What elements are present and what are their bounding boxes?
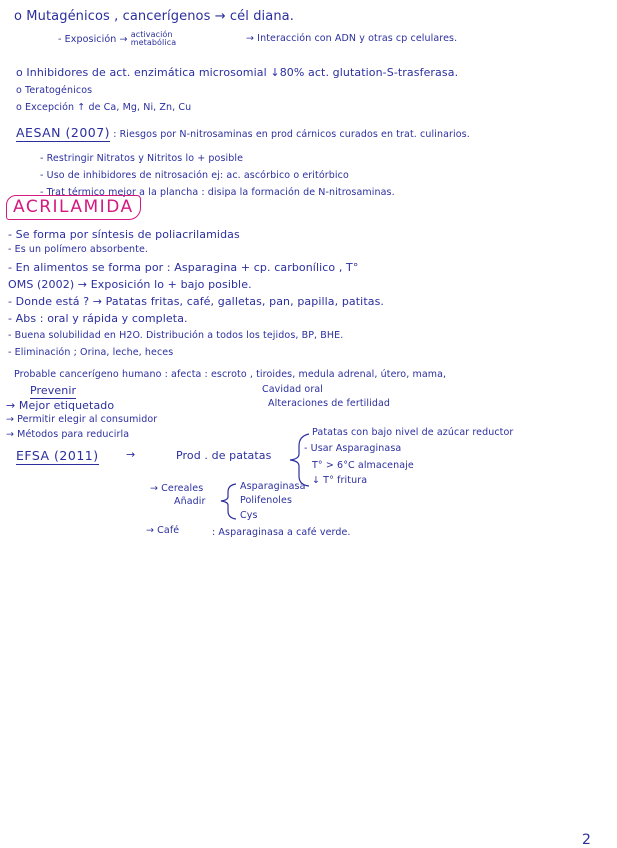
probable-line: Probable cancerígeno humano : afecta : escroto , tiroides, medula adrenal, útero, mama,: [14, 369, 447, 380]
cereales-branch-1: Asparaginasa: [240, 481, 306, 492]
oms-line: OMS (2002) → Exposición lo + bajo posible.: [8, 278, 252, 291]
excepcion-line: o Excepción ↑ de Ca, Mg, Ni, Zn, Cu: [16, 102, 192, 113]
aesan-text: : Riesgos por N-nitrosaminas en prod cárnicos curados en trat. culinarios.: [113, 129, 470, 140]
prevenir-item-1: → Mejor etiquetado: [6, 399, 115, 412]
eliminacion-line: - Eliminación ; Orina, leche, heces: [8, 347, 174, 358]
mutagenicos-text: Mutagénicos , cancerígenos → cél diana.: [26, 9, 294, 24]
mutagenicos-line: [14, 10, 294, 23]
efsa-branch-4: ↓ T° fritura: [312, 475, 368, 486]
aesan-item-1: - Restringir Nitratos y Nitritos lo + posible: [40, 153, 244, 164]
aesan-title: AESAN (2007): [16, 125, 111, 140]
efsa-line: [16, 450, 99, 463]
acrilamida-title: ACRILAMIDA: [6, 195, 141, 220]
acr-item-3: - En alimentos se forma por : Asparagina + cp. carbonílico , T°: [8, 261, 359, 274]
prevenir-item-3: → Métodos para reducirla: [6, 429, 130, 440]
aesan-item-3: - Trat térmico mejor a la plancha : disipa la formación de N-nitrosaminas.: [40, 187, 395, 198]
abs-line: - Abs : oral y rápida y completa.: [8, 312, 188, 325]
cereales-label: → Cereales: [150, 483, 204, 494]
exposicion-line: [58, 31, 176, 48]
prevenir-title: Prevenir: [30, 384, 77, 397]
cereales-branch-3: Cys: [240, 510, 258, 521]
teratogenicos-line: o Teratogénicos: [16, 85, 93, 96]
cereales-brace: [218, 482, 238, 520]
acr-item-2: - Es un polímero absorbente.: [8, 244, 149, 255]
inhibidores-line: o Inhibidores de act. enzimática microsomial ↓80% act. glutation-S-trasferasa.: [16, 66, 459, 79]
alteraciones-fertilidad: Alteraciones de fertilidad: [268, 398, 391, 409]
cafe-text: : Asparaginasa a café verde.: [212, 527, 351, 538]
cafe-label: → Café: [146, 525, 180, 536]
activacion-stack: [131, 31, 176, 48]
anadir-label: Añadir: [174, 496, 206, 507]
aesan-item-2: - Uso de inhibidores de nitrosación ej: ac. ascórbico o eritórbico: [40, 170, 349, 181]
cavidad-oral: Cavidad oral: [262, 384, 323, 395]
metabolica-word: metabólica: [130, 38, 177, 48]
efsa-branch-3: T° > 6°C almacenaje: [312, 460, 414, 471]
cereales-branch-2: Polifenoles: [240, 495, 293, 506]
patatas-brace: [287, 432, 311, 488]
prevenir-heading: [30, 385, 76, 396]
acr-item-1: - Se forma por síntesis de poliacrilamidas: [8, 228, 240, 241]
prevenir-item-2: → Permitir elegir al consumidor: [6, 414, 158, 425]
donde-line: - Donde está ? → Patatas fritas, café, galletas, pan, papilla, patitas.: [8, 295, 384, 308]
activacion-word: activación: [130, 30, 173, 39]
efsa-branch-2: - Usar Asparaginasa: [304, 443, 402, 454]
prod-patatas: Prod . de patatas: [176, 449, 272, 462]
interaccion-text: → Interacción con ADN y otras cp celulares.: [246, 33, 458, 44]
aesan-line: [16, 127, 470, 140]
buena-line: - Buena solubilidad en H2O. Distribución a todos los tejidos, BP, BHE.: [8, 330, 344, 341]
efsa-branch-1: Patatas con bajo nivel de azúcar reductor: [312, 427, 514, 438]
efsa-title: EFSA (2011): [16, 448, 99, 463]
acrilamida-heading: [6, 199, 141, 216]
page-number: 2: [582, 832, 592, 848]
bullet: o: [14, 9, 23, 24]
exposicion-label: - Exposición →: [58, 33, 128, 45]
efsa-arrow: →: [126, 448, 136, 461]
